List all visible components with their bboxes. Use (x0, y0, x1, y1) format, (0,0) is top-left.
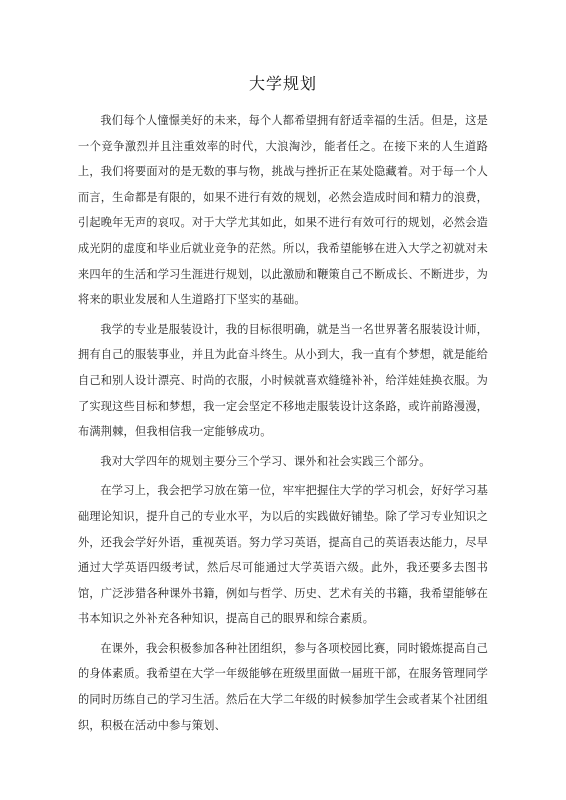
paragraph-major-goal: 我学的专业是服装设计，我的目标很明确，就是当一名世界著名服装设计师，拥有自己的服装事业，并且为此奋斗终生。从小到大，我一直有个梦想，就是能给自己和别人设计漂亮、时尚的衣服，小时候就喜欢缝缝补补，给洋娃娃换衣服。为了实现这些目标和梦想，我一定会坚定不移地走服装设计这条路，或许前路漫漫，布满荆棘，但我相信我一定能够成功。 (78, 322, 488, 439)
paragraph-extracurricular: 在课外，我会积极参加各种社团组织，参与各项校园比赛，同时锻炼提高自己的身体素质。我希望在大学一年级能够在班级里面做一届班干部，在服务管理同学的同时历练自己的学习生活。然后在大学二年级的时候参加学生会或者某个社团组织，积极在活动中参与策划、 (78, 641, 488, 732)
paragraph-study: 在学习上，我会把学习放在第一位，牢牢把握住大学的学习机会，好好学习基础理论知识，提升自己的专业水平，为以后的实践做好铺垫。除了学习专业知识之外，还我会学好外语，重视英语。努力学习英语，提高自己的英语表达能力，尽早通过大学英语四级考试，然后尽可能通过大学英语六级。此外，我还要多去图书馆，广泛涉猎各种课外书籍，例如与哲学、历史、艺术有关的书籍，我希望能够在书本知识之外补充各种知识，提高自己的眼界和综合素质。 (78, 484, 488, 626)
paragraph-plan-overview: 我对大学四年的规划主要分三个学习、课外和社会实践三个部分。 (100, 454, 431, 468)
paragraph-intro: 我们每个人憧憬美好的未来，每个人都希望拥有舒适幸福的生活。但是，这是一个竞争激烈并且注重效率的时代，大浪淘沙，能者任之。在接下来的人生道路上，我们将要面对的是无数的事与物，挑战与挫折正在某处隐藏着。对于每一个人而言，生命都是有限的，如果不进行有效的规划，必然会造成时间和精力的浪费，引起晚年无声的哀叹。对于大学尤其如此，如果不进行有效可行的规划，必然会造成光阴的虚度和毕业后就业竞争的茫然。所以，我希望能够在进入大学之初就对未来四年的生活和学习生涯进行规划，以此激励和鞭策自己不断成长、不断进步，为将来的职业发展和人生道路打下坚实的基础。 (78, 114, 488, 307)
document-title: 大学规划 (248, 74, 317, 93)
